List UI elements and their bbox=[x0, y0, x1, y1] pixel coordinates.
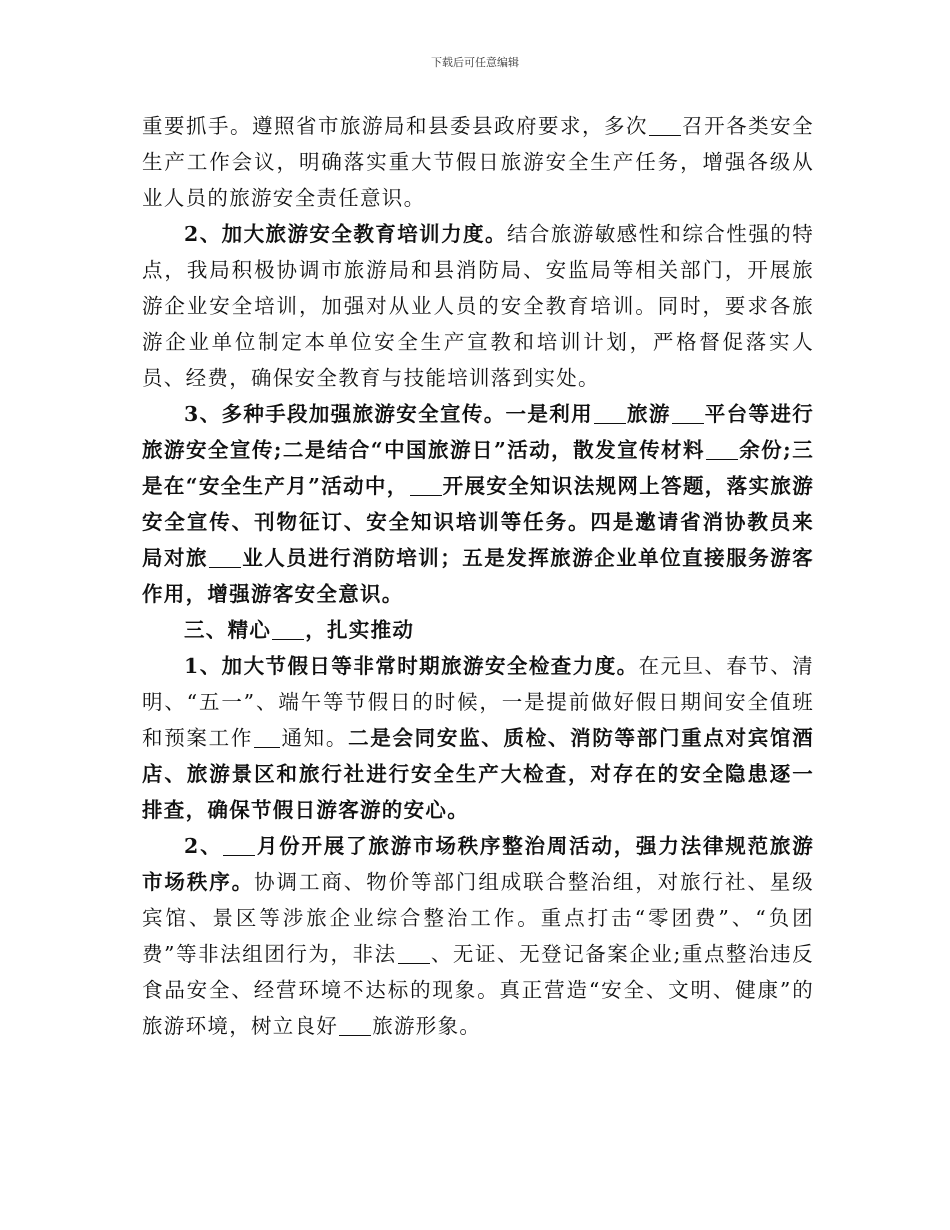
blank-line bbox=[706, 439, 738, 460]
document-body bbox=[142, 108, 814, 1044]
text-run: 业人员进行消防培训；五是发挥旅游企业单位直接服务游客作用，增强游客安全意识。 bbox=[142, 546, 814, 606]
blank-line bbox=[272, 619, 304, 640]
section-heading bbox=[142, 612, 814, 648]
text-run: 协调工商、物价等部门组成联合整治组，对旅行社、星级宾馆、景区等涉旅企业综合整治工作。重点打击“零团费”、“负团费”等非法组团行为，非法 bbox=[142, 870, 815, 966]
text-run: 结合旅游敏感性和综合性强的特点，我局积极协调市旅游局和县消防局、安监局等相关部门，开展旅游企业安全培训，加强对从业人员的安全教育培训。同时，要求各旅游企业单位制定本单位安全生产宣教和培训计划，严格督促落实人员、经费，确保安全教育与技能培训落到实处。 bbox=[142, 222, 815, 390]
paragraph-heading: 1、加大节假日等非常时期旅游安全检查力度。 bbox=[184, 654, 639, 678]
text-run: 平台等进行旅游安全宣传;二是结合“中国旅游日”活动，散发宣传材料 bbox=[142, 402, 814, 462]
text-run-bold: 二是会同安监、质检、消防等部门重点对宾馆酒店、旅游景区和旅行社进行安全生产大检查，对存在的安全隐患逐一排查，确保节假日游客游的安心。 bbox=[142, 726, 814, 822]
paragraph-heading: 2、加大旅游安全教育培训力度。 bbox=[184, 222, 507, 246]
blank-line bbox=[339, 1015, 371, 1036]
text-run: 旅游 bbox=[626, 402, 671, 426]
blank-line bbox=[254, 727, 280, 748]
blank-line bbox=[209, 547, 241, 568]
paragraph-1 bbox=[142, 108, 814, 216]
blank-line bbox=[223, 835, 255, 856]
text-run: 、无证、无登记备案企业;重点整治违反食品安全、经营环境不达标的现象。真正营造“安全、文明、健康”的旅游环境，树立良好 bbox=[142, 942, 814, 1038]
text-run-bold: 2、 bbox=[184, 834, 223, 858]
text-run: 通知。 bbox=[281, 726, 349, 750]
text-run: 开展安全知识法规网上答题，落实旅游安全宣传、刊物征订、安全知识培训等任务。四是邀请省消协教员来局对旅 bbox=[142, 474, 814, 570]
blank-line bbox=[594, 403, 626, 424]
blank-line bbox=[410, 475, 442, 496]
paragraph-2 bbox=[142, 216, 814, 396]
text-run: 3、多种手段加强旅游安全宣传。一是利用 bbox=[184, 402, 593, 426]
text-run: 召开各类安全生产工作会议，明确落实重大节假日旅游安全生产任务，增强各级从业人员的旅游安全责任意识。 bbox=[142, 114, 814, 210]
text-run-bold: 月份开展了旅游市场秩序整治周活动，强力法律规范旅游市场秩序。 bbox=[142, 834, 814, 894]
text-run: 在元旦、春节、清明、“五一”、端午等节假日的时候，一是提前做好假日期间安全值班和预案工作 bbox=[142, 654, 815, 750]
paragraph-4 bbox=[142, 648, 814, 828]
text-run: 余份;三是在“安全生产月”活动中， bbox=[142, 438, 814, 498]
page-header: 下载后可任意编辑 bbox=[431, 56, 519, 69]
text-run: 重要抓手。遵照省市旅游局和县委县政府要求，多次 bbox=[142, 114, 648, 138]
text-run: 三、精心 bbox=[184, 618, 272, 642]
paragraph-3 bbox=[142, 396, 814, 612]
text-run: ，扎实推动 bbox=[305, 618, 415, 642]
blank-line bbox=[672, 403, 704, 424]
paragraph-5 bbox=[142, 828, 814, 1044]
text-run: 旅游形象。 bbox=[372, 1014, 482, 1038]
blank-line bbox=[649, 115, 681, 136]
blank-line bbox=[398, 943, 430, 964]
